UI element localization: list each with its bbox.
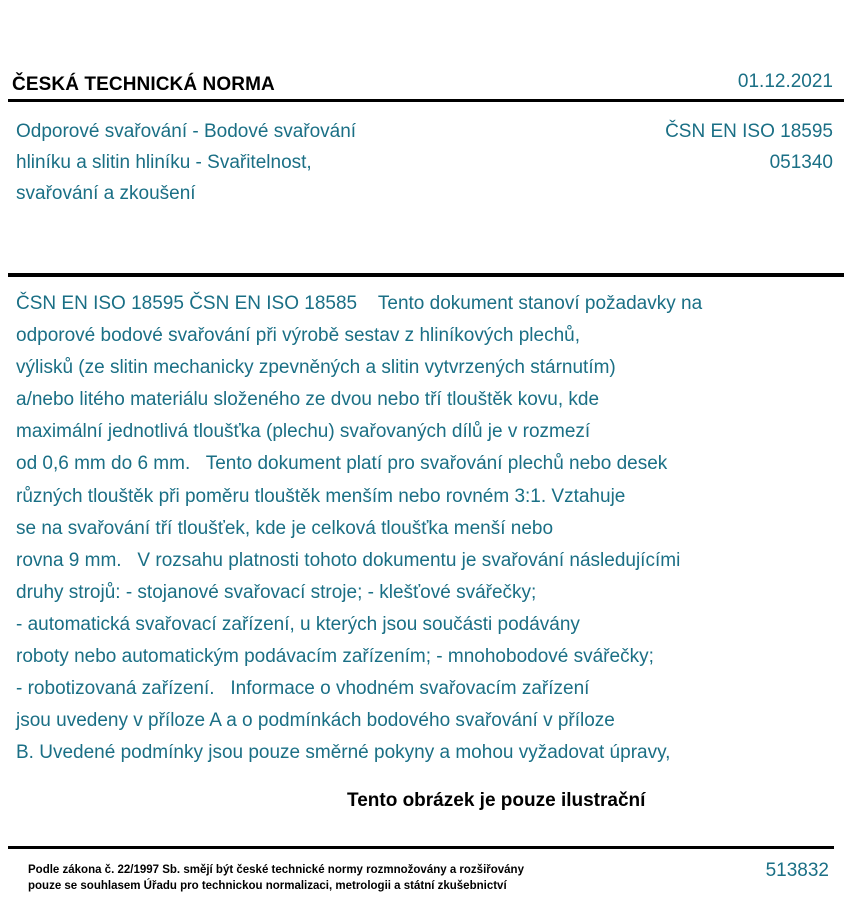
document-identifiers <box>665 116 833 178</box>
legal-notice <box>28 862 524 894</box>
footer-divider <box>8 846 834 849</box>
abstract-line: jsou uvedeny v příloze A a o podmínkách bodového svařování v příloze <box>16 710 615 732</box>
abstract-line: ČSN EN ISO 18595 ČSN EN ISO 18585 Tento dokument stanoví požadavky na <box>16 293 703 314</box>
standard-code: ČSN EN ISO 18595 <box>665 121 833 142</box>
title-line: hliníku a slitin hliníku - Svařitelnost, <box>16 152 312 173</box>
issue-date: 01.12.2021 <box>737 71 833 92</box>
abstract-line: - robotizovaná zařízení. Informace o vhodném svařovacím zařízení <box>16 678 590 700</box>
class-code: 051340 <box>769 152 833 173</box>
abstract-line: roboty nebo automatickým podávacím zařízením; - mnohobodové svářečky; <box>16 646 654 668</box>
abstract <box>16 288 846 769</box>
norm-heading: ČESKÁ TECHNICKÁ NORMA <box>12 74 275 95</box>
abstract-line: od 0,6 mm do 6 mm. Tento dokument platí pro svařování plechů nebo desek <box>16 453 668 475</box>
document-title <box>16 116 436 209</box>
abstract-line: B. Uvedené podmínky jsou pouze směrné pokyny a mohou vyžadovat úpravy, <box>16 742 671 764</box>
title-line: svařování a zkoušení <box>16 183 196 204</box>
title-line: Odporové svařování - Bodové svařování <box>16 121 357 142</box>
abstract-line: druhy strojů: - stojanové svařovací stroje; - klešťové svářečky; <box>16 581 537 603</box>
abstract-line: výlisků (ze slitin mechanicky zpevněných a slitin vytvrzených stárnutím) <box>16 357 616 379</box>
abstract-line: se na svařování tří tloušťek, kde je celková tloušťka menší nebo <box>16 517 554 539</box>
illustration-note: Tento obrázek je pouze ilustrační <box>347 790 646 811</box>
section-divider <box>8 273 844 277</box>
abstract-line: - automatická svařovací zařízení, u kterých jsou součásti podávány <box>16 613 580 635</box>
document-number: 513832 <box>765 860 829 881</box>
abstract-line: odporové bodové svařování při výrobě sestav z hliníkových plechů, <box>16 325 580 347</box>
abstract-line: a/nebo litého materiálu složeného ze dvou nebo tří tlouštěk kovu, kde <box>16 389 600 411</box>
abstract-line: různých tlouštěk při poměru tlouštěk menším nebo rovném 3:1. Vztahuje <box>16 485 626 507</box>
legal-notice-line: pouze se souhlasem Úřadu pro technickou normalizaci, metrologii a státní zkušebnictví <box>28 880 507 892</box>
legal-notice-line: Podle zákona č. 22/1997 Sb. smějí být české technické normy rozmnožovány a rozšiřovány <box>28 864 524 876</box>
header-divider <box>8 99 844 102</box>
abstract-line: rovna 9 mm. V rozsahu platnosti tohoto dokumentu je svařování následujícími <box>16 549 681 571</box>
abstract-line: maximální jednotlivá tloušťka (plechu) svařovaných dílů je v rozmezí <box>16 421 591 443</box>
